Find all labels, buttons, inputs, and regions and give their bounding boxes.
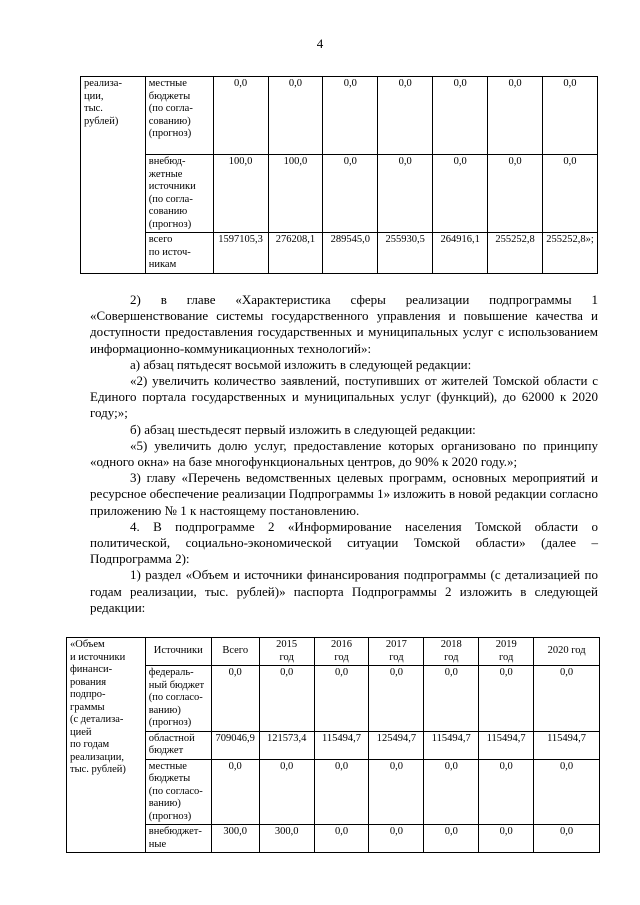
source-cell: областной бюджет <box>145 731 211 759</box>
table-row <box>67 731 600 759</box>
value-cell: 255252,8»; <box>542 233 597 274</box>
value-cell: 100,0 <box>268 155 323 233</box>
value-cell: 0,0 <box>479 666 534 732</box>
table-row <box>81 77 598 155</box>
value-cell: 115494,7 <box>424 731 479 759</box>
value-cell: 300,0 <box>211 825 259 853</box>
value-cell: 0,0 <box>433 77 488 155</box>
value-cell: 0,0 <box>211 666 259 732</box>
header-cell: 2019 год <box>479 638 534 666</box>
value-cell: 0,0 <box>259 666 314 732</box>
row-label: реализа- ции, тыс. рублей) <box>81 77 146 274</box>
value-cell: 0,0 <box>424 759 479 825</box>
value-cell: 0,0 <box>369 825 424 853</box>
paragraph: а) абзац пятьдесят восьмой изложить в следующей редакции: <box>130 356 472 372</box>
value-cell: 300,0 <box>259 825 314 853</box>
source-cell: федераль- ный бюджет (по согласо- ванию) (прогноз) <box>145 666 211 732</box>
value-cell: 0,0 <box>378 155 433 233</box>
value-cell: 100,0 <box>213 155 268 233</box>
table-header-row <box>67 638 600 666</box>
value-cell: 0,0 <box>542 77 597 155</box>
table-row <box>81 155 598 233</box>
header-cell: Источники <box>145 638 211 666</box>
paragraph: 3) главу «Перечень ведомственных целевых программ, основных мероприятий и ресурсное обеспечение реализации Подпрограммы 1» изложить в новой редакции согласно приложению № 1 к настоящему постановлению. <box>90 470 598 518</box>
paragraph: б) абзац шестьдесят первый изложить в следующей редакции: <box>130 421 476 437</box>
paragraph: 4. В подпрограмме 2 «Информирование населения Томской области о политической, социально-экономической ситуации Томской области» (далее – Подпрограмма 2): <box>90 518 598 567</box>
value-cell: 255930,5 <box>378 233 433 274</box>
value-cell: 0,0 <box>323 155 378 233</box>
value-cell: 0,0 <box>424 825 479 853</box>
row-label: «Объем и источники финанси- рования подпро- граммы (с детализа- цией по годам реализации, тыс. рублей) <box>67 638 146 853</box>
paragraph: 1) раздел «Объем и источники финансирования подпрограммы (с детализацией по годам реализации, тыс. рублей)» паспорта Подпрограммы 2 изложить в следующей редакции: <box>90 567 598 615</box>
value-cell: 0,0 <box>479 759 534 825</box>
value-cell: 0,0 <box>479 825 534 853</box>
paragraph: 2) в главе «Характеристика сферы реализации подпрограммы 1 «Совершенствование системы государственного управления и повышение качества и доступности предоставления государственных и муниципальных услуг с использованием информационно-коммуникационных технологий»: <box>90 292 598 356</box>
value-cell: 0,0 <box>433 155 488 233</box>
source-cell: внебюд- жетные источники (по согла- сованию (прогноз) <box>145 155 213 233</box>
value-cell: 0,0 <box>314 825 369 853</box>
value-cell: 125494,7 <box>369 731 424 759</box>
table-row <box>67 759 600 825</box>
value-cell: 0,0 <box>488 77 543 155</box>
value-cell: 115494,7 <box>534 731 600 759</box>
paragraph: «2) увеличить количество заявлений, поступивших от жителей Томской области с Единого портала государственных и муниципальных услуг (функций), до 62000 к 2020 году;»; <box>90 373 598 421</box>
source-cell: внебюджет- ные <box>145 825 211 853</box>
source-cell: всего по источ- никам <box>145 233 213 274</box>
value-cell: 0,0 <box>534 759 600 825</box>
value-cell: 121573,4 <box>259 731 314 759</box>
value-cell: 264916,1 <box>433 233 488 274</box>
table-row <box>81 233 598 274</box>
value-cell: 0,0 <box>534 666 600 732</box>
body-text <box>90 292 598 616</box>
paragraph: «5) увеличить долю услуг, предоставление которых организовано по принципу «одного окна» на базе многофункциональных центров, до 90% к 2020 году.»; <box>90 437 598 470</box>
value-cell: 0,0 <box>542 155 597 233</box>
header-cell: 2016 год <box>314 638 369 666</box>
value-cell: 0,0 <box>323 77 378 155</box>
value-cell: 0,0 <box>314 666 369 732</box>
header-cell: 2015 год <box>259 638 314 666</box>
value-cell: 0,0 <box>369 666 424 732</box>
value-cell: 0,0 <box>314 759 369 825</box>
value-cell: 0,0 <box>378 77 433 155</box>
value-cell: 0,0 <box>369 759 424 825</box>
value-cell: 0,0 <box>259 759 314 825</box>
value-cell: 115494,7 <box>479 731 534 759</box>
value-cell: 0,0 <box>211 759 259 825</box>
value-cell: 255252,8 <box>488 233 543 274</box>
value-cell: 0,0 <box>424 666 479 732</box>
value-cell: 0,0 <box>268 77 323 155</box>
value-cell: 0,0 <box>213 77 268 155</box>
value-cell: 0,0 <box>534 825 600 853</box>
header-cell: 2017 год <box>369 638 424 666</box>
value-cell: 709046,9 <box>211 731 259 759</box>
header-cell: 2020 год <box>534 638 600 666</box>
table-row <box>67 666 600 732</box>
source-cell: местные бюджеты (по согласо- ванию) (прогноз) <box>145 759 211 825</box>
value-cell: 115494,7 <box>314 731 369 759</box>
funding-table-subprogram-1 <box>80 76 598 274</box>
source-cell: местные бюджеты (по согла- сованию) (прогноз) <box>145 77 213 155</box>
value-cell: 289545,0 <box>323 233 378 274</box>
table-row <box>67 825 600 853</box>
value-cell: 1597105,3 <box>213 233 268 274</box>
funding-table-subprogram-2 <box>66 637 600 853</box>
value-cell: 0,0 <box>488 155 543 233</box>
header-cell: Всего <box>211 638 259 666</box>
page-number: 4 <box>316 36 324 51</box>
value-cell: 276208,1 <box>268 233 323 274</box>
header-cell: 2018 год <box>424 638 479 666</box>
